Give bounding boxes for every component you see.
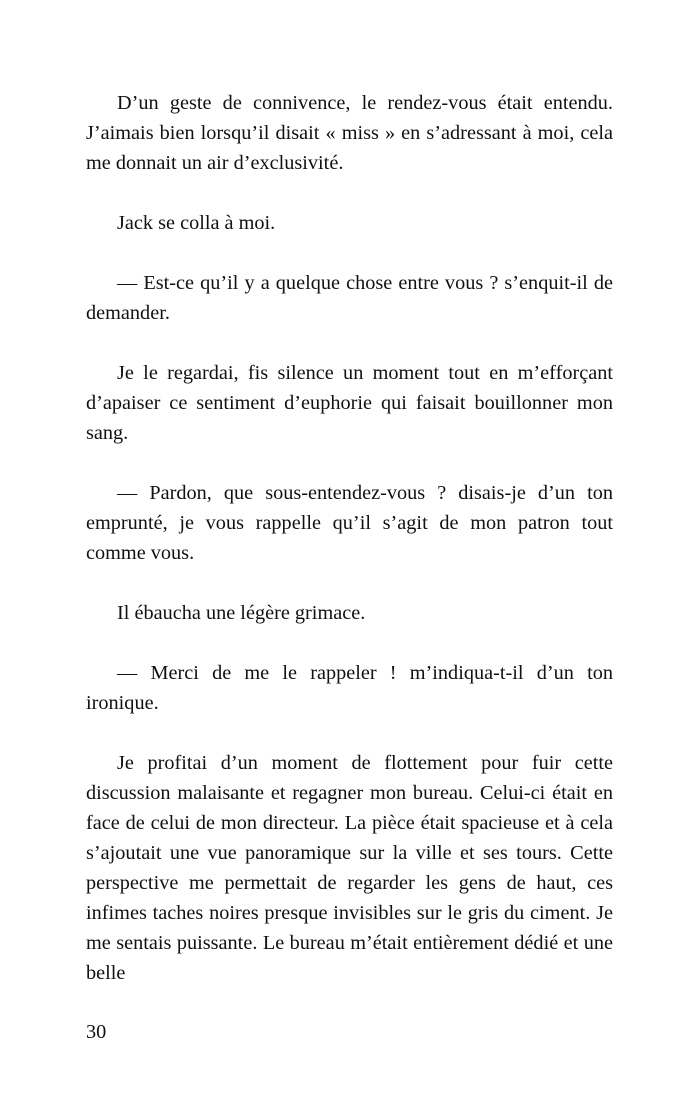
paragraph: Je profitai d’un moment de flottement pour fuir cette discussion malaisante et regagner mon bureau. Celui-ci était en face de celui de mon directeur. La pièce était spacieuse et à cela s’ajoutait une vue panoramique sur la ville et ses tours. Cette perspective me permettait de regarder les gens de haut, ces infimes taches noires presque invisibles sur le gris du ciment. Je me sentais puissante. Le bureau m’était entièrement dédié et une belle [86,752,613,984]
paragraph: — Est-ce qu’il y a quelque chose entre vous ? s’enquit-il de demander. [86,272,613,324]
paragraph: — Pardon, que sous-entendez-vous ? disais-je d’un ton emprunté, je vous rappelle qu’il s’agit de mon patron tout comme vous. [86,482,613,564]
paragraph: Il ébaucha une légère grimace. [117,602,366,624]
paragraph: — Merci de me le rappeler ! m’indiqua-t-il d’un ton ironique. [86,662,613,714]
page-body [86,88,613,988]
paragraph: Jack se colla à moi. [117,212,276,234]
paragraph: Je le regardai, fis silence un moment tout en m’efforçant d’apaiser ce sentiment d’euphorie qui faisait bouillonner mon sang. [86,362,613,444]
paragraph: D’un geste de connivence, le rendez-vous était entendu. J’aimais bien lorsqu’il disait « miss » en s’adressant à moi, cela me donnait un air d’exclusivité. [86,92,613,174]
page-number: 30 [86,1021,107,1043]
